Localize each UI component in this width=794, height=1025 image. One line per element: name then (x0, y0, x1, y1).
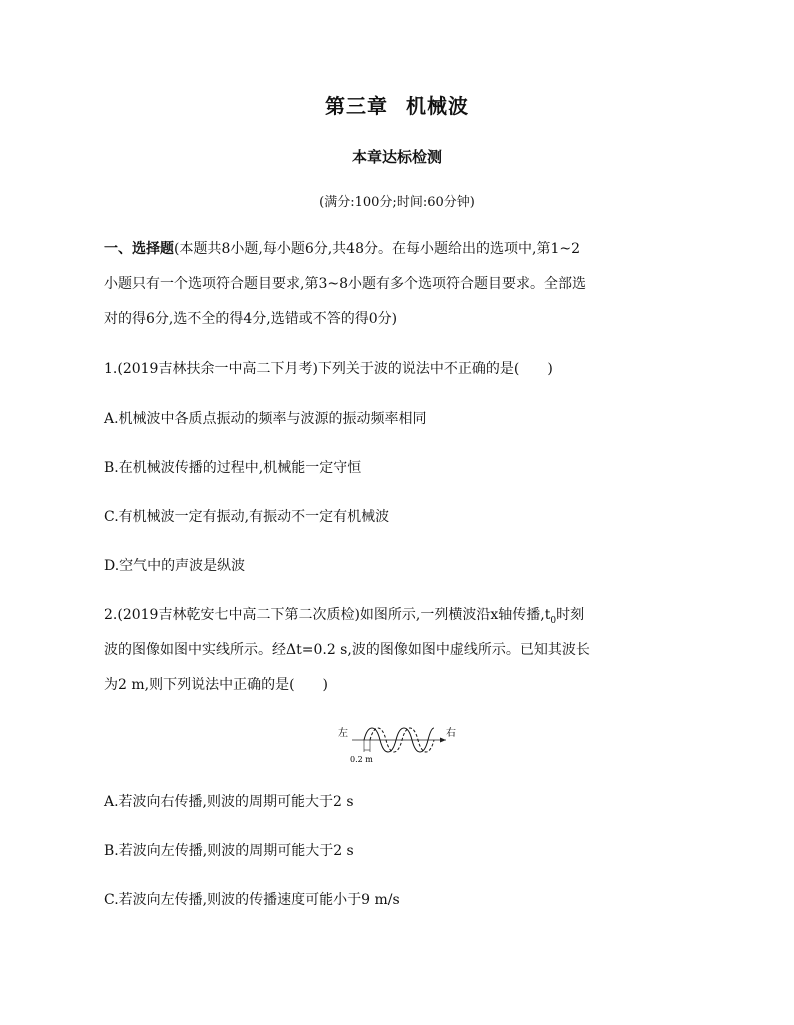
wave-figure (336, 720, 464, 766)
chapter-title (0, 90, 794, 119)
question-2-stem-line-1: 2.(2019吉林乾安七中高二下第二次质检)如图所示,一列横波沿x轴传播$,t_0$时刻 (104, 607, 585, 626)
question-1-option-c: C.有机械波一定有振动,有振动不一定有机械波 (104, 509, 390, 525)
question-2-option-a: A.若波向右传播,则波的周期可能大于2 s (104, 794, 354, 810)
page-subtitle: 本章达标检测 (351, 148, 442, 166)
left-direction-label: 左 (338, 728, 348, 739)
wave-diagram (336, 720, 464, 766)
chapter-number: 第三章 (325, 94, 388, 118)
question-1-option-a: A.机械波中各质点振动的频率与波源的振动频率相同 (104, 411, 427, 427)
section-intro-line-3: 对的得6分,选不全的得4分,选错或不答的得0分) (104, 311, 398, 327)
chapter-topic: 机械波 (406, 94, 469, 118)
question-1-option-b: B.在机械波传播的过程中,机械能一定守恒 (104, 460, 362, 476)
question-1-stem: 1.(2019吉林扶余一中高二下月考)下列关于波的说法中不正确的是( ) (104, 361, 553, 377)
question-2-option-c: C.若波向左传播,则波的传播速度可能小于9 m/s (104, 892, 400, 908)
exam-info: (满分:100分;时间:60分钟) (319, 195, 475, 210)
question-2-stem-line-2: 波的图像如图中实线所示。经Δt=0.2 s,波的图像如图中虚线所示。已知其波长 (104, 642, 590, 658)
shift-label: 0.2 m (350, 755, 373, 764)
section-intro-line-2: 小题只有一个选项符合题目要求,第3~8小题有多个选项符合题目要求。全部选 (104, 276, 586, 292)
question-1-option-d: D.空气中的声波是纵波 (104, 558, 246, 574)
section-heading: 一、选择题 (104, 241, 174, 257)
right-direction-label: 右 (446, 728, 456, 739)
question-2-stem-line-3: 为2 m,则下列说法中正确的是( ) (104, 677, 329, 693)
question-2-option-b: B.若波向左传播,则波的周期可能大于2 s (104, 843, 354, 859)
section-intro-line-1: 一、选择题(本题共8小题,每小题6分,共48分。在每小题给出的选项中,第1~2 (104, 241, 580, 257)
